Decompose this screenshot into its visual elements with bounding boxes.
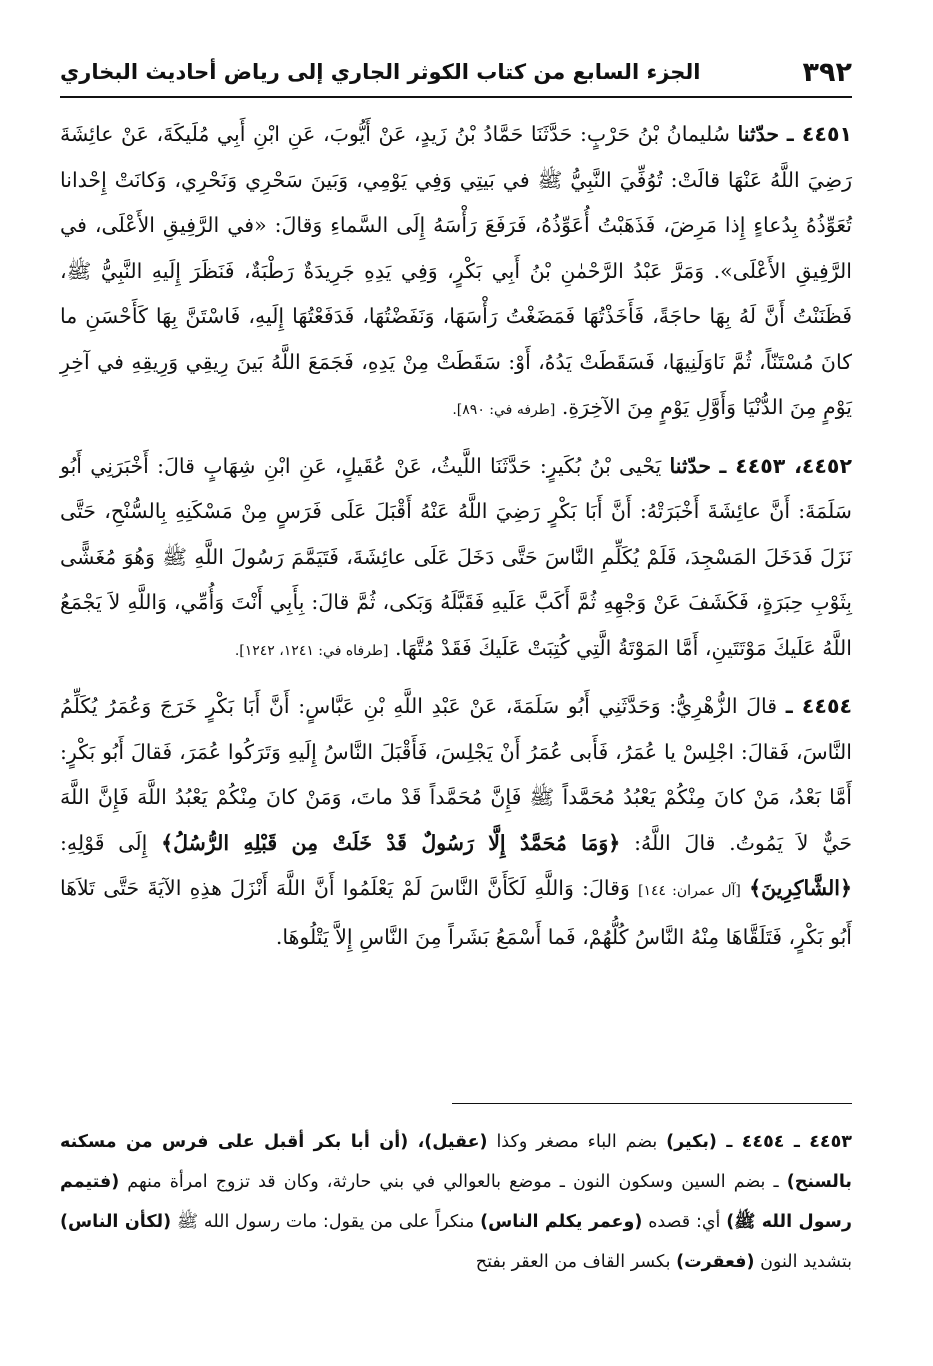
hadith-number: ٤٤٥١ ـ: [786, 122, 852, 146]
footnote-term: (فعقرت): [676, 1252, 755, 1272]
footnote-term: ٤٤٥٣ ـ ٤٤٥٤ ـ (بكير): [666, 1132, 852, 1152]
hadith-reference: [طرفه في: ٨٩٠].: [452, 402, 556, 418]
footnote-text: بضم الباء مصغر وكذا: [496, 1132, 658, 1152]
hadith-text: سُليمانُ بْنُ حَرْبٍ: حَدَّثَنَا حَمَّادُ بْنُ زَيدٍ، عَنْ أَيُّوبَ، عَنِ ابْنِ أَبِي مُلَيكَةَ، عَنْ عائِشَةَ رَضِيَ اللَّهُ عَنْهَا قالَتْ: تُوُفِّيَ النَّبِيُّ ﷺ في بَيتِي وَفِي يَوْمِي، وَبَينَ سَحْرِي وَنَحْرِي، وَكانَتْ إِحْدانا تُعَوِّذُهُ بِدُعاءٍ إِذا مَرِضَ، فَذَهَبْتُ أُعَوِّذُهُ، فَرَفَعَ رَأْسَهُ إِلَى السَّماءِ وَقالَ: «في الرَّفِيقِ الأَعْلَى، في الرَّفِيقِ الأَعْلَى». وَمَرَّ عَبْدُ الرَّحْمٰنِ بْنُ أَبِي بَكْرٍ، وَفِي يَدِهِ جَرِيدَةٌ رَطْبَةٌ، فَنَظَرَ إِلَيهِ النَّبِيُّ ﷺ، فَظَنَنْتُ أَنَّ لَهُ بِهَا حاجَةً، فَأَخَذْتُهَا فَمَضَغْتُ رَأْسَهَا، وَنَفَضْتُهَا، فَدَفَعْتُهَا إِلَيهِ، فَاسْتَنَّ بِهَا كَأَحْسَنِ ما كانَ مُسْتَنّاً، ثُمَّ نَاوَلَنِيهَا، فَسَقَطَتْ يَدُهُ، أَوْ: سَقَطَتْ مِنْ يَدِهِ، فَجَمَعَ اللَّهُ بَينَ رِيقِي وَرِيقِهِ في آخِرِ يَوْمٍ مِنَ الدُّنْيَا وَأَوَّلِ يَوْمٍ مِنَ الآخِرَةِ.: [60, 122, 852, 419]
footnote-text: ـ بضم السين وسكون النون ـ موضع بالعوالي في بني حارثة، وكان قد تزوج امرأة منهم: [127, 1172, 779, 1192]
hadith-text-continued: إِلَى قَوْلِهِ:: [60, 830, 148, 855]
footnote-term: (لكأن الناس): [60, 1212, 172, 1232]
footnote-commentary: [60, 1122, 852, 1282]
footnote-divider: [452, 1103, 852, 1104]
quran-verse-end: ﴿الشَّاكِرِينَ﴾: [749, 876, 852, 900]
footnote-term: (وعمر يكلم الناس): [480, 1212, 643, 1232]
footnote-text: بكسر القاف من العقر بفتح: [475, 1252, 671, 1272]
hadith-4454: [60, 684, 852, 960]
hadith-4451: [60, 112, 852, 434]
hadith-opening: حدّثنا: [737, 122, 780, 146]
hadith-text-closing: وَقالَ: وَاللَّهِ لَكَأَنَّ النَّاسَ لَمْ يَعْلَمُوا أَنَّ اللَّهَ أَنْزَلَ هذِهِ الآيَةَ حَتَّى تَلاَهَا أَبُو بَكْرٍ، فَتَلَقَّاهَا مِنْهُ النَّاسُ كُلُّهُمْ، فَما أَسْمَعُ بَشَراً مِنَ النَّاسِ إِلاَّ يَتْلُوهَا.: [60, 876, 852, 949]
hadith-text: يَحْيى بْنُ بُكَيرٍ: حَدَّثَنَا اللَّيثُ، عَنْ عُقَيلٍ، عَنِ ابْنِ شِهَابٍ قالَ: أَخْبَرَنِي أَبُو سَلَمَةَ: أَنَّ عائِشَةَ أَخْبَرَتْهُ: أَنَّ أَبَا بَكْرٍ رَضِيَ اللَّهُ عَنْهُ أَقْبَلَ عَلَى فَرَسٍ مِنْ مَسْكَنِهِ بِالسُّنْحِ، حَتَّى نَزَلَ فَدَخَلَ المَسْجِدَ، فَلَمْ يُكَلِّمِ النَّاسَ حَتَّى دَخَلَ عَلَى عائِشَةَ، فَتَيَمَّمَ رَسُولَ اللَّهِ ﷺ وَهُوَ مُغَشًّى بِثَوْبِ حِبَرَةٍ، فَكَشَفَ عَنْ وَجْهِهِ ثُمَّ أَكَبَّ عَلَيهِ فَقَبَّلَهُ وَبَكى، ثُمَّ قالَ: بِأَبِي أَنْتَ وَأُمِّي، وَاللَّهِ لاَ يَجْمَعُ اللَّهُ عَلَيكَ مَوْتَتَينِ، أَمَّا المَوْتَةُ الَّتِي كُتِبَتْ عَلَيكَ فَقَدْ مُتَّهَا.: [60, 453, 852, 660]
hadith-text: قالَ الزُّهْرِيُّ: وَحَدَّثَنِي أَبُو سَلَمَةَ، عَنْ عَبْدِ اللَّهِ بْنِ عَبَّاسٍ: أَنَّ أَبَا بَكْرٍ خَرَجَ وَعُمَرُ يُكَلِّمُ النَّاسَ، فَقالَ: اجْلِسْ يا عُمَرُ، فَأَبى عُمَرُ أَنْ يَجْلِسَ، فَأَقْبَلَ النَّاسُ إِلَيهِ وَتَرَكُوا عُمَرَ، فَقالَ أَبُو بَكْرٍ: أَمَّا بَعْدُ، مَنْ كانَ مِنْكُمْ يَعْبُدُ مُحَمَّداً ﷺ فَإِنَّ مُحَمَّداً قَدْ ماتَ، وَمَنْ كانَ مِنْكُمْ يَعْبُدُ اللَّهَ فَإِنَّ اللَّهَ حَيٌّ لاَ يَمُوتُ. قالَ اللَّهُ:: [60, 694, 852, 855]
header-divider: [60, 96, 852, 98]
footnote-term: (عقيل)، (أن أبا بكر أقبل على فرس من مسكنه بالسنح): [60, 1132, 852, 1192]
verse-reference: [آل عمران: ١٤٤]: [638, 883, 741, 899]
hadith-4452-4453: [60, 444, 852, 675]
footnote-term: (فتيمم رسول الله ﷺ): [60, 1172, 852, 1232]
footnote-text: منكراً على من يقول: مات رسول الله ﷺ: [176, 1212, 475, 1232]
running-title: الجزء السابع من كتاب الكوثر الجاري إلى رياض أحاديث البخاري: [60, 60, 701, 84]
footnote-text: بتشديد النون: [760, 1252, 852, 1272]
hadith-reference: [طرفاه في: ١٢٤١، ١٢٤٢].: [234, 642, 389, 659]
page-header: [60, 52, 852, 92]
main-text: [60, 112, 852, 960]
hadith-number: ٤٤٥٤ ـ: [785, 694, 852, 718]
footnote-text: أي: قصده: [648, 1212, 721, 1232]
hadith-number: ٤٤٥٢، ٤٤٥٣ ـ: [719, 453, 852, 478]
hadith-opening: حدّثنا: [669, 453, 712, 478]
quran-verse: ﴿وَمَا مُحَمَّدٌ إِلَّا رَسُولٌ قَدْ خَلَتْ مِن قَبْلِهِ الرُّسُلُ﴾: [161, 830, 621, 855]
page-number: ٣٩٢: [802, 56, 852, 88]
